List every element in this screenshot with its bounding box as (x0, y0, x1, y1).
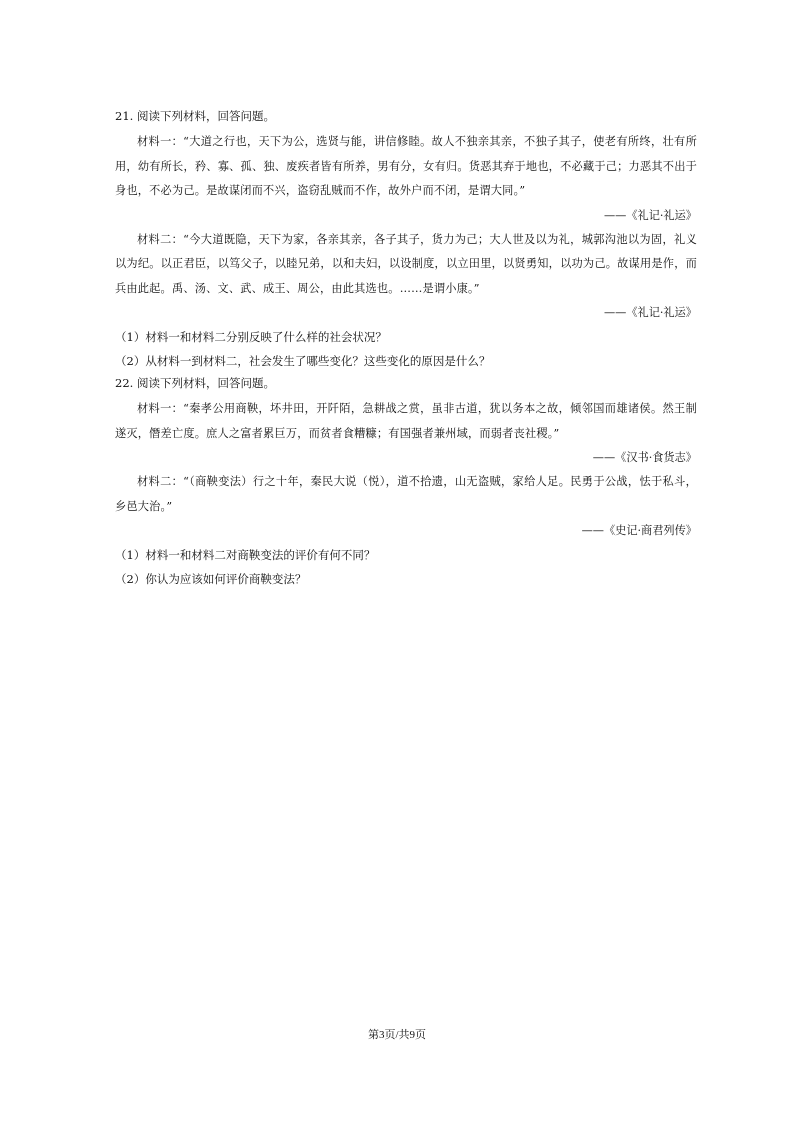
q21-subquestion-2: （2）从材料一到材料二，社会发生了哪些变化？这些变化的原因是什么？ (115, 354, 491, 368)
question-21-title: 21. 阅读下列材料，回答问题。 (115, 109, 275, 123)
question-21 (115, 106, 697, 373)
q22-source-1: ——《汉书·食货志》 (592, 451, 697, 464)
q21-source-1: ——《礼记·礼运》 (603, 208, 697, 222)
page-number: 第3页/共9页 (367, 1029, 427, 1041)
q22-subquestion-1: （1）材料一和材料二对商鞅变法的评价有何不同？ (115, 548, 376, 562)
question-22-title: 22. 阅读下列材料，回答问题。 (115, 376, 275, 390)
q21-material-1: 材料一：“大道之行也，天下为公，选贤与能，讲信修睦。故人不独亲其亲，不独子其子，使老有所终，壮有所用，幼有所长，矜、寡、孤、独、废疾者皆有所养，男有分，女有归。货恶其弃于地也，不必藏于己；力恶其不出于身也，不必为己。是故谋闭而不兴，盗窃乱贼而不作，故外户而不闭，是谓大同。” (115, 135, 697, 197)
q22-subquestion-2: （2）你认为应该如何评价商鞅变法？ (115, 572, 307, 586)
q21-subquestion-1: （1）材料一和材料二分别反映了什么样的社会状况？ (115, 330, 387, 344)
q22-material-2: 材料二：“（商鞅变法）行之十年，秦民大说（悦），道不拾遗，山无盗贼，家给人足。民勇于公战，怯于私斗，乡邑大治。” (115, 475, 697, 513)
q22-source-2: ——《史记·商君列传》 (581, 524, 697, 537)
q22-material-1: 材料一：“秦孝公用商鞅，坏井田，开阡陌，急耕战之赏，虽非古道，犹以务本之故，倾邻国而雄诸侯。然王制遂灭，僭差亡度。庶人之富者累巨万，而贫者食糟糠；有国强者兼州域，而弱者丧社稷。” (115, 402, 697, 440)
page-content (115, 106, 697, 591)
question-22 (115, 373, 697, 591)
q21-source-2: ——《礼记·礼运》 (603, 306, 697, 319)
q21-material-2: 材料二：“今大道既隐，天下为家，各亲其亲，各子其子，货力为己；大人世及以为礼，城郭沟池以为固，礼义以为纪。以正君臣，以笃父子，以睦兄弟，以和夫妇，以设制度，以立田里，以贤勇知，以功为己。故谋用是作，而兵由此起。禹、汤、文、武、成王、周公，由此其选也。……是谓小康。” (115, 232, 697, 295)
